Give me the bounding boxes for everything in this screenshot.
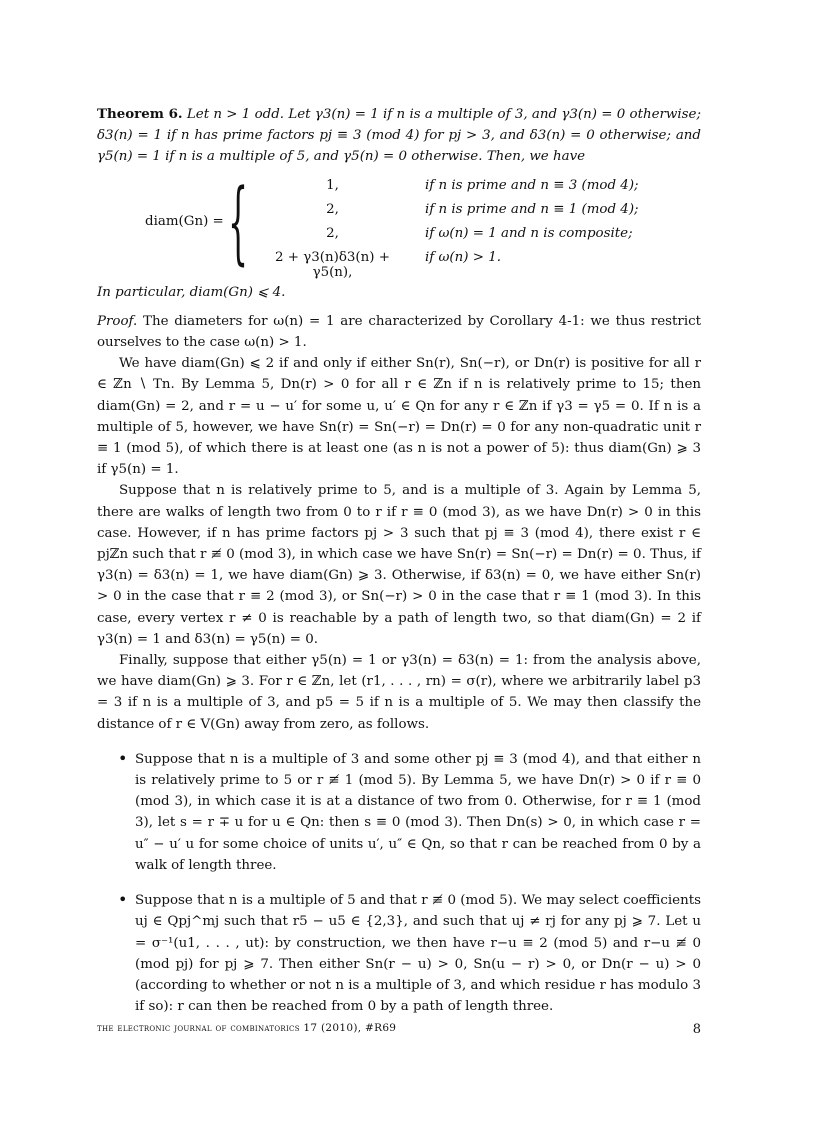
case-row: [255, 178, 695, 200]
proof-label: Proof.: [97, 313, 138, 329]
case-row: [255, 202, 695, 224]
page-number: 8: [692, 1022, 701, 1037]
bullet-icon: •: [118, 890, 128, 910]
case-value: 2 + γ3(n)δ3(n) + γ5(n),: [275, 249, 390, 280]
case-condition: if n is prime and n ≡ 1 (mod 4);: [425, 201, 639, 217]
bullet-item: [97, 749, 701, 876]
left-brace-icon: {: [228, 169, 249, 275]
case-value: 2,: [326, 201, 339, 217]
theorem-statement: Let n > 1 odd. Let γ3(n) = 1 if n is a multiple of 3, and γ3(n) = 0 otherwise; δ3(n) = 1 if n has prime factors pj ≡ 3 (mod 4) for pj > 3, and δ3(n) = 0 otherwise; and γ5(n) = 1 if n is a multiple of 5, and γ5(n) = 0 otherwise. Then, we have: [97, 107, 701, 165]
cases-lhs: diam(Gn) =: [145, 213, 224, 229]
case-condition: if ω(n) = 1 and n is composite;: [425, 225, 633, 241]
bullet-item: [97, 890, 701, 1017]
proof-paragraph-1: [97, 311, 701, 353]
diameter-cases: [97, 169, 701, 280]
case-condition: if ω(n) > 1.: [425, 249, 501, 265]
theorem-6: [97, 104, 701, 168]
journal-citation: the electronic journal of combinatorics 17 (2010), #R69: [97, 1022, 397, 1034]
theorem-heading: Theorem 6.: [97, 106, 183, 122]
bullet-text: Suppose that n is a multiple of 5 and that r ≢ 0 (mod 5). We may select coefficients uj ∈ Qpj^mj such that r5 − u5 ∈ {2,3}, and such that uj ≠ rj for any pj ⩾ 7. Let u = σ⁻¹(u1, . . . , ut): by construction, we then have r−u ≡ 2 (mod 5) and r−u ≢ 0 (mod pj) for pj ⩾ 7. Then either Sn(r − u) > 0, Sn(u − r) > 0, or Dn(r − u) > 0 (according to whether or not n is a multiple of 3, and which residue r has modulo 3 if so): r can then be reached from 0 by a path of length three.: [135, 893, 701, 1015]
page-footer: [97, 1022, 701, 1037]
case-row: [255, 249, 695, 280]
proof-paragraph-4: Finally, suppose that either γ5(n) = 1 or γ3(n) = δ3(n) = 1: from the analysis above, we have diam(Gn) ⩾ 3. For r ∈ ℤn, let (r1, . . . , rn) = σ(r), where we arbitrarily label p3 = 3 if n is a multiple of 3, and p5 = 5 if n is a multiple of 5. We may then classify the distance of r ∈ V(Gn) away from zero, as follows.: [97, 653, 701, 732]
case-value: 2,: [326, 225, 339, 241]
proof-paragraph-3: Suppose that n is relatively prime to 5, and is a multiple of 3. Again by Lemma 5, there are walks of length two from 0 to r if r ≡ 0 (mod 3), as we have Dn(r) > 0 in this case. However, if n has prime factors pj > 3 such that pj ≡ 3 (mod 4), there exist r ∈ pjℤn such that r ≢ 0 (mod 3), in which case we have Sn(r) = Sn(−r) = Dn(r) = 0. Thus, if γ3(n) = δ3(n) = 1, we have diam(Gn) ⩾ 3. Otherwise, if δ3(n) = 0, we have either Sn(r) > 0 in the case that r ≡ 2 (mod 3), or Sn(−r) > 0 in the case that r ≡ 1 (mod 3). In this case, every vertex r ≠ 0 is reachable by a path of length two, so that diam(Gn) = 2 if γ3(n) = 1 and δ3(n) = γ5(n) = 0.: [97, 483, 701, 647]
bullet-text: Suppose that n is a multiple of 3 and some other pj ≡ 3 (mod 4), and that either n is relatively prime to 5 or r ≢ 1 (mod 5). By Lemma 5, we have Dn(r) > 0 if r ≡ 0 (mod 3), in which case it is at a distance of two from 0. Otherwise, for r ≡ 1 (mod 3), let s = r ∓ u for u ∈ Qn: then s ≡ 0 (mod 3). Then Dn(s) > 0, in which case r = u″ − u′ u for some choice of units u′, u″ ∈ Qn, so that r can be reached from 0 by a walk of length three.: [135, 751, 701, 873]
bullet-icon: •: [118, 748, 128, 768]
proof-text-1: The diameters for ω(n) = 1 are characterized by Corollary 4-1: we thus restrict ourselves to the case ω(n) > 1.: [97, 313, 701, 351]
page-body: [97, 104, 701, 1017]
proof-paragraph-2: We have diam(Gn) ⩽ 2 if and only if either Sn(r), Sn(−r), or Dn(r) is positive for all r ∈ ℤn ∖ Tn. By Lemma 5, Dn(r) > 0 for all r ∈ ℤn if n is relatively prime to 15; then diam(Gn) = 2, and r = u − u′ for some u, u′ ∈ Qn for any r ∈ ℤn if γ3 = γ5 = 0. If n is a multiple of 5, however, we have Sn(r) = Sn(−r) = Dn(r) = 0 for any non-quadratic unit r ≡ 1 (mod 5), of which there is at least one (as n is not a power of 5): thus diam(Gn) ⩾ 3 if γ5(n) = 1.: [97, 356, 701, 478]
case-condition: if n is prime and n ≡ 3 (mod 4);: [425, 177, 639, 193]
case-value: 1,: [326, 177, 339, 193]
case-row: [255, 226, 695, 248]
corollary-statement: In particular, diam(Gn) ⩽ 4.: [97, 284, 286, 300]
